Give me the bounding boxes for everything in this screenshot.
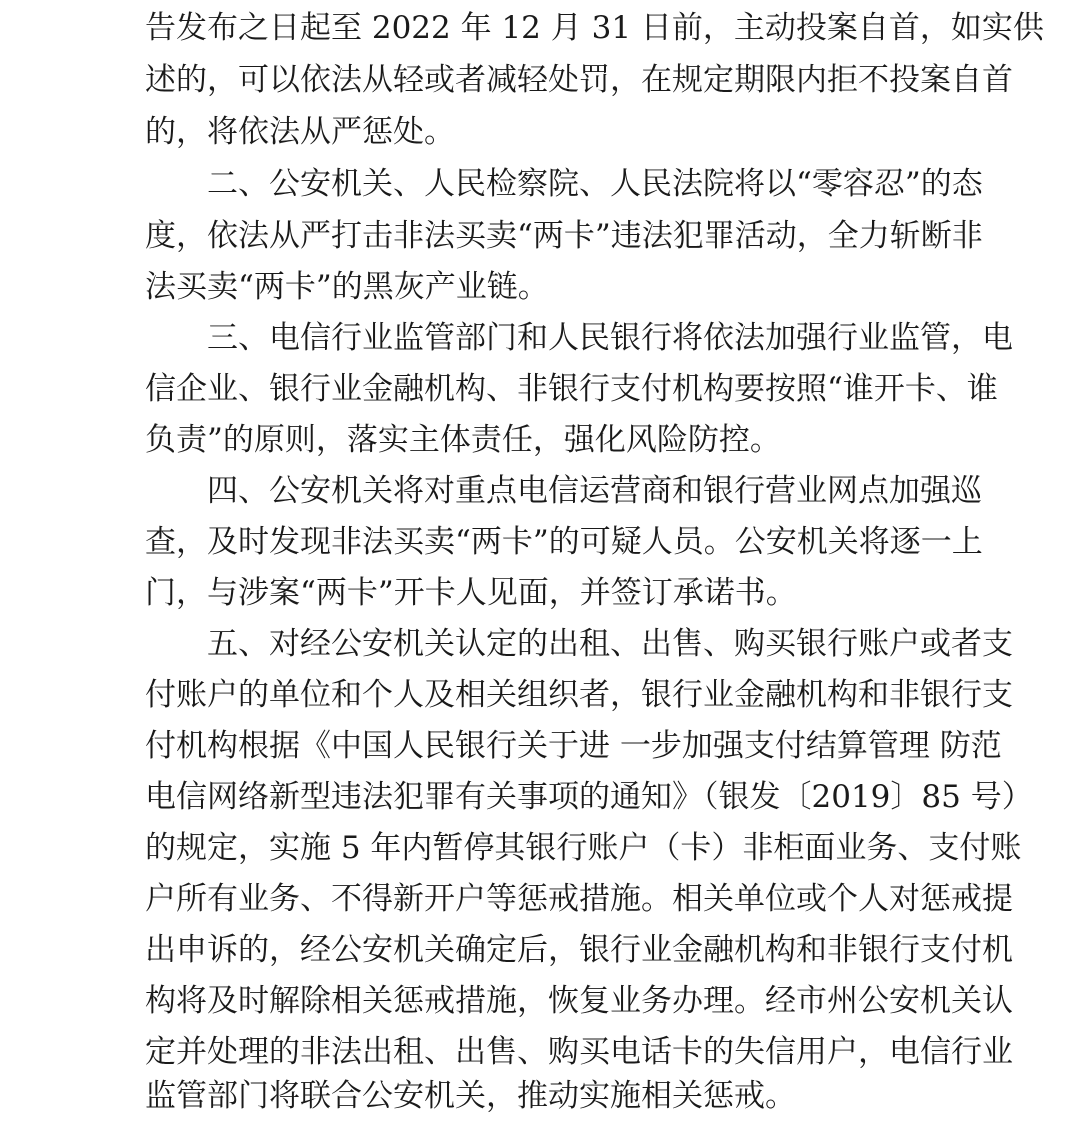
text-line: 信企业、银行业金融机构、非银行支付机构要按照“谁开卡、谁 bbox=[145, 371, 998, 407]
text-line: 户所有业务、不得新开户等惩戒措施。相关单位或个人对惩戒提 bbox=[145, 881, 1013, 917]
text-line: 构将及时解除相关惩戒措施，恢复业务办理。经市州公安机关认 bbox=[145, 983, 1013, 1019]
text-line: 付账户的单位和个人及相关组织者，银行业金融机构和非银行支 bbox=[145, 677, 1013, 713]
text-line: 定并处理的非法出租、出售、购买电话卡的失信用户，电信行业 bbox=[145, 1034, 1013, 1070]
text-line: 监管部门将联合公安机关，推动实施相关惩戒。 bbox=[145, 1078, 796, 1114]
text-line: 负责”的原则，落实主体责任，强化风险防控。 bbox=[145, 422, 781, 458]
text-line: 告发布之日起至 2022 年 12 月 31 日前，主动投案自首，如实供 bbox=[145, 10, 1044, 46]
text-line: 法买卖“两卡”的黑灰产业链。 bbox=[145, 269, 549, 305]
text-line: 付机构根据《中国人民银行关于进 一步加强支付结算管理 防范 bbox=[145, 728, 1002, 764]
text-line: 查，及时发现非法买卖“两卡”的可疑人员。公安机关将逐一上 bbox=[145, 524, 983, 560]
paragraph-2-first-line: 二、公安机关、人民检察院、人民法院将以“零容忍”的态 bbox=[207, 166, 983, 202]
text-line: 出申诉的，经公安机关确定后，银行业金融机构和非银行支付机 bbox=[145, 932, 1013, 968]
paragraph-5-first-line: 五、对经公安机关认定的出租、出售、购买银行账户或者支 bbox=[207, 626, 1013, 662]
paragraph-4-first-line: 四、公安机关将对重点电信运营商和银行营业网点加强巡 bbox=[207, 473, 982, 509]
text-line: 门，与涉案“两卡”开卡人见面，并签订承诺书。 bbox=[145, 575, 797, 611]
text-line: 的规定，实施 5 年内暂停其银行账户（卡）非柜面业务、支付账 bbox=[145, 830, 1022, 866]
paragraph-3-first-line: 三、电信行业监管部门和人民银行将依法加强行业监管，电 bbox=[207, 320, 1013, 356]
text-line: 度，依法从严打击非法买卖“两卡”违法犯罪活动，全力斩断非 bbox=[145, 218, 983, 254]
text-line: 电信网络新型违法犯罪有关事项的通知》（银发〔2019〕85 号） bbox=[145, 779, 1033, 815]
text-line: 述的，可以依法从轻或者减轻处罚，在规定期限内拒不投案自首 bbox=[145, 62, 1013, 98]
text-line: 的，将依法从严惩处。 bbox=[145, 114, 455, 150]
